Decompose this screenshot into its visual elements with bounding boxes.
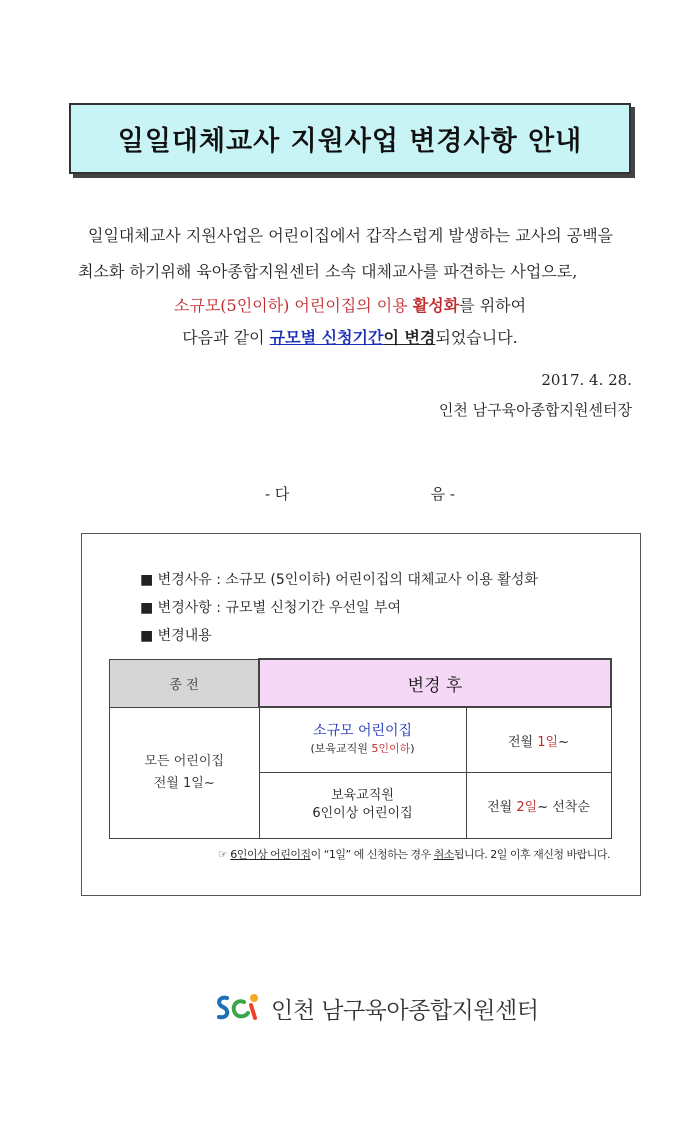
- cell-large-daycare: [259, 773, 466, 838]
- intro-line-1: 일일대체교사 지원사업은 어린이집에서 갑작스럽게 발생하는 교사의 공백을: [88, 226, 614, 245]
- header-after: 변경 후: [259, 659, 611, 707]
- large-daycare-line-1: 보육교직원: [331, 788, 394, 804]
- title-box: [69, 103, 631, 174]
- issuer-name: 인천 남구육아종합지원센터장: [438, 401, 632, 419]
- intro-line-3: [0, 293, 700, 316]
- cell-before: [110, 707, 260, 838]
- section-heading-left: - 다: [265, 485, 290, 503]
- intro-line-3-end: 를 위하여: [459, 296, 527, 315]
- small-daycare-label: 소규모 어린이집: [312, 723, 413, 740]
- document-date: 2017. 4. 28.: [541, 371, 632, 389]
- comparison-table: [109, 658, 612, 839]
- intro-bold-text: 이 변경: [383, 328, 436, 347]
- bullet-content: ■ 변경내용: [140, 628, 212, 644]
- small-daycare-sub: (보육교직원 5인이하): [310, 742, 415, 756]
- intro-line-4-start: 다음과 같이: [182, 328, 270, 347]
- page-title: 일일대체교사 지원사업 변경사항 안내: [117, 126, 583, 157]
- header-before: 종 전: [110, 659, 260, 707]
- section-heading: [265, 483, 455, 504]
- large-daycare-line-2: 6인이상 어린이집: [312, 806, 413, 822]
- intro-line-4: [0, 325, 700, 348]
- intro-red-bold-text: 활성화: [412, 296, 460, 315]
- bullet-reason: ■ 변경사유 : 소규모 (5인이하) 어린이집의 대체교사 이용 활성화: [140, 572, 538, 588]
- footer-org-name: 인천 남구육아종합지원센터: [271, 997, 539, 1024]
- intro-red-text: 소규모(5인이하) 어린이집의 이용: [173, 296, 413, 315]
- footer-logo: [213, 988, 538, 1028]
- before-line-2: 전월 1일~: [153, 775, 215, 791]
- cell-small-daycare: [259, 707, 466, 773]
- intro-blue-text: 규모별 신청기간: [269, 328, 384, 347]
- footnote: ☞ 6인이상 어린이집이 “1일” 에 신청하는 경우 취소됩니다. 2일 이후 재신청 바랍니다.: [217, 848, 610, 861]
- cell-large-time: 전월 2일~ 선착순: [466, 773, 611, 838]
- section-heading-right: 음 -: [430, 485, 455, 503]
- details-box: [81, 533, 641, 896]
- bullet-item: ■ 변경사항 : 규모별 신청기간 우선일 부여: [140, 600, 402, 616]
- cell-small-time: 전월 1일~: [466, 707, 611, 773]
- intro-line-4-end: 되었습니다.: [435, 328, 518, 347]
- before-line-1: 모든 어린이집: [144, 753, 224, 769]
- intro-line-2: 최소화 하기위해 육아종합지원센터 소속 대체교사를 파견하는 사업으로,: [78, 262, 578, 281]
- center-logo-icon: [213, 988, 261, 1028]
